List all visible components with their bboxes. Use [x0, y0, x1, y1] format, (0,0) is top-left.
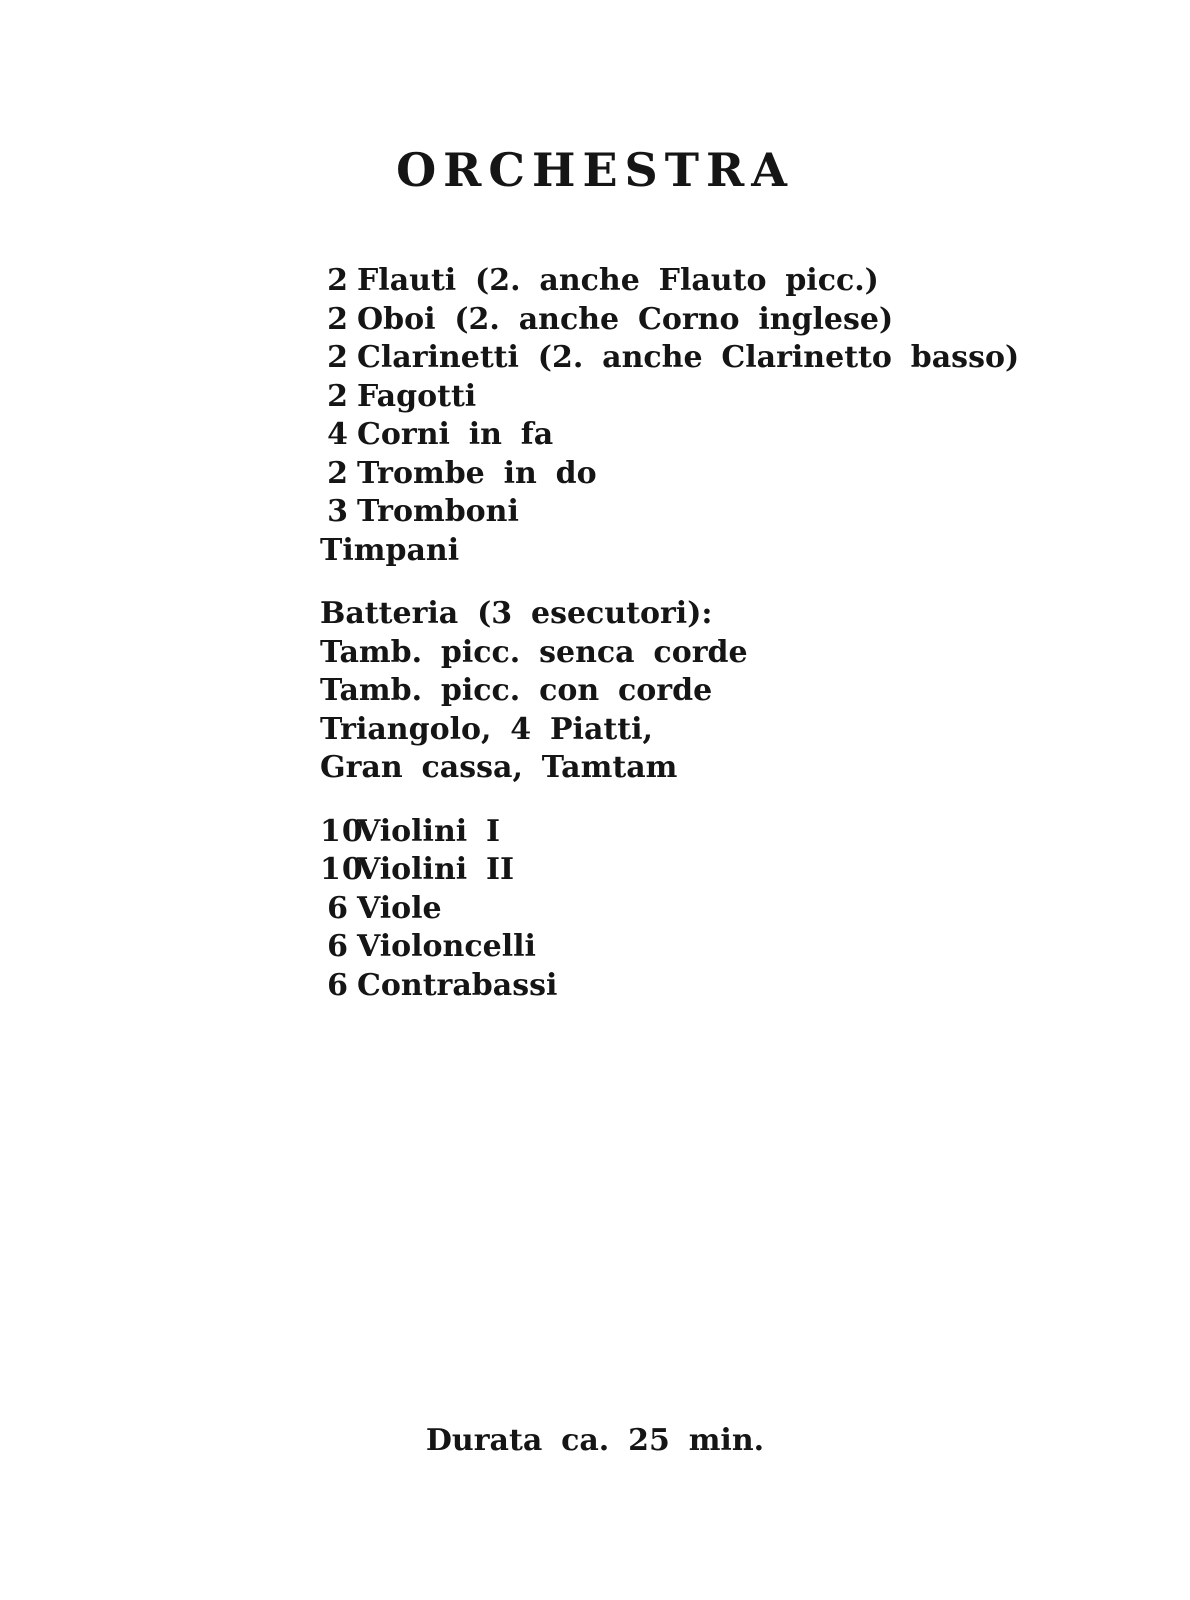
list-item — [320, 967, 1019, 1006]
list-item — [320, 493, 1019, 532]
item-name: Tamb. picc. senca corde — [320, 634, 748, 670]
item-name: Triangolo, 4 Piatti, — [320, 711, 653, 747]
list-item — [320, 851, 1019, 890]
item-name: Trombe in do — [357, 455, 597, 491]
item-name: Fagotti — [357, 378, 477, 414]
item-qty: 2 — [327, 340, 349, 375]
item-qty: 6 — [327, 967, 349, 1003]
list-item — [320, 262, 1019, 301]
item-qty: 10 — [320, 813, 364, 849]
list-item — [320, 416, 1019, 455]
section-winds-brass-timpani — [320, 262, 1019, 570]
page-title: ORCHESTRA — [396, 143, 794, 197]
list-item — [320, 301, 1019, 340]
item-qty: 2 — [327, 263, 349, 298]
list-item — [320, 634, 1019, 673]
list-item — [320, 672, 1019, 711]
list-item — [320, 378, 1019, 417]
item-name: Viole — [357, 890, 442, 926]
list-item — [320, 749, 1019, 788]
item-name: Violini I — [357, 813, 501, 849]
item-name: Clarinetti (2. anche Clarinetto basso) — [357, 340, 1020, 375]
item-name: Oboi (2. anche Corno inglese) — [357, 301, 894, 337]
item-name: Corni in fa — [357, 417, 554, 452]
item-name: Timpani — [320, 532, 460, 568]
item-name: Violini II — [357, 852, 515, 887]
list-item — [320, 890, 1019, 929]
item-name: Contrabassi — [357, 967, 558, 1003]
list-item — [320, 711, 1019, 750]
item-qty: 4 — [327, 417, 349, 452]
list-item — [320, 532, 1019, 571]
item-qty: 2 — [327, 455, 349, 491]
item-qty: 6 — [327, 929, 349, 964]
list-item — [320, 813, 1019, 852]
list-item — [320, 928, 1019, 967]
section-strings — [320, 813, 1019, 1006]
item-name: Violoncelli — [357, 929, 536, 964]
item-name: Flauti (2. anche Flauto picc.) — [357, 263, 879, 298]
list-item — [320, 595, 1019, 634]
item-qty: 2 — [327, 301, 349, 337]
item-qty: 6 — [327, 890, 349, 926]
instrument-list — [320, 262, 1019, 1005]
item-name: Tamb. picc. con corde — [320, 673, 713, 708]
item-name: Tromboni — [357, 494, 519, 529]
item-qty: 10 — [320, 852, 364, 887]
item-qty: 2 — [327, 378, 349, 414]
list-item — [320, 455, 1019, 494]
section-percussion — [320, 595, 1019, 788]
item-name: Gran cassa, Tamtam — [320, 750, 678, 785]
list-item — [320, 339, 1019, 378]
item-qty: 3 — [327, 494, 349, 529]
duration-note: Durata ca. 25 min. — [425, 1423, 765, 1458]
item-name: Batteria (3 esecutori): — [320, 596, 713, 631]
